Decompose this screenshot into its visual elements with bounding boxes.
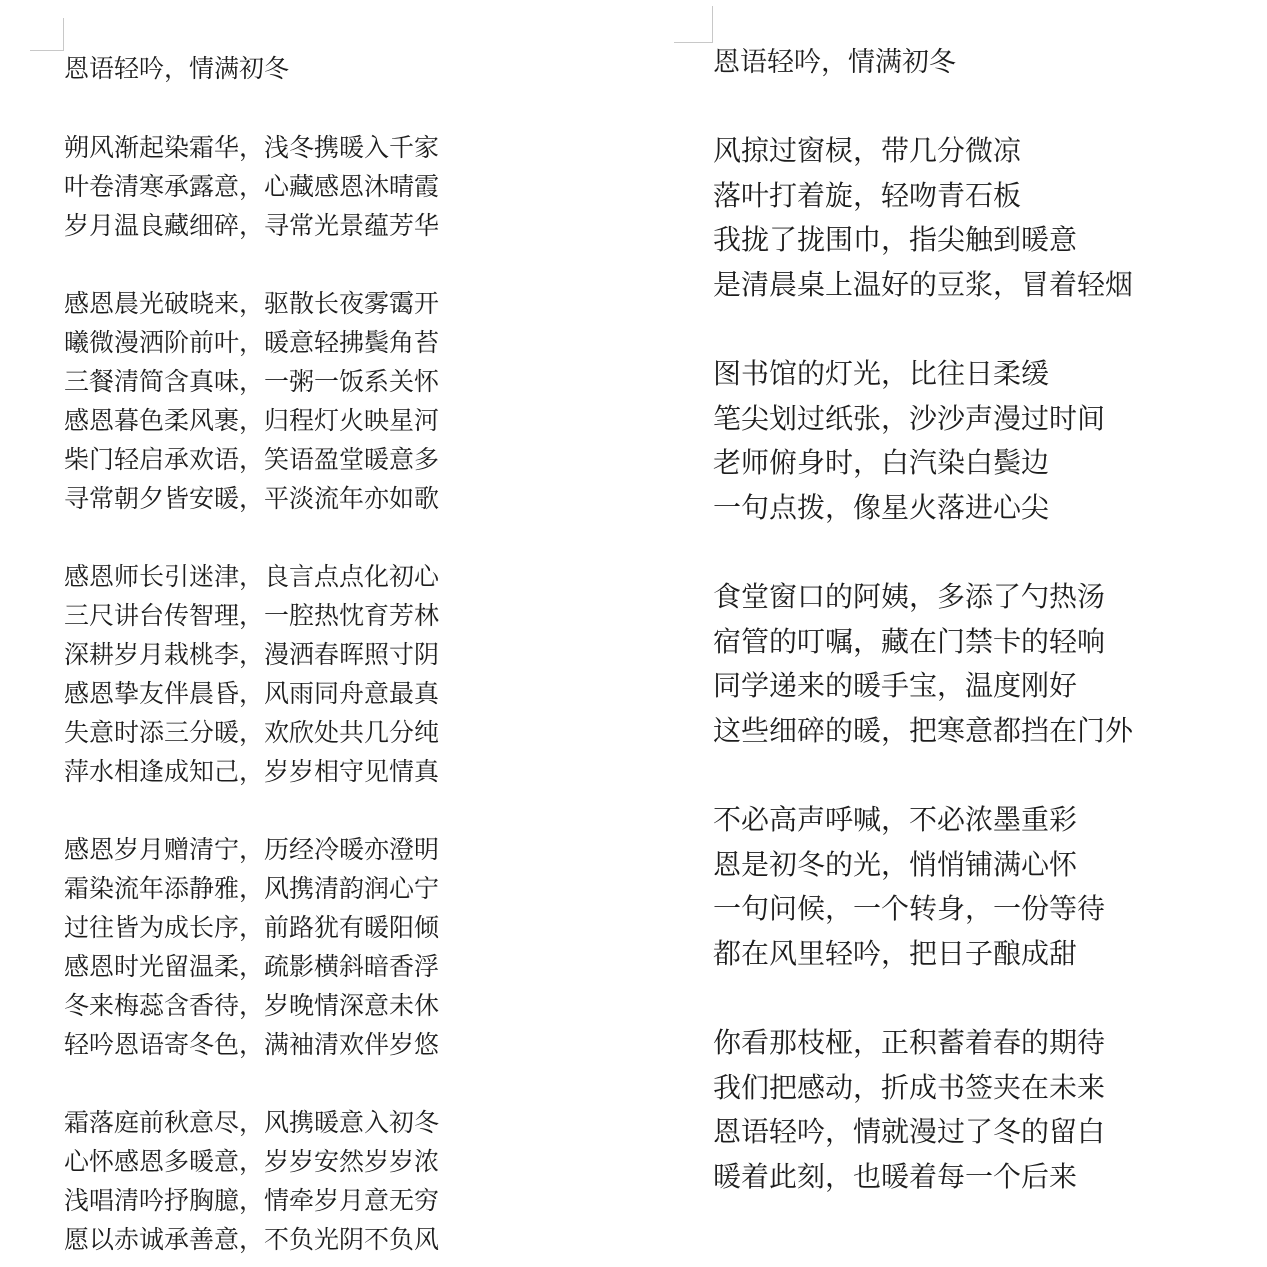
poem-line: 宿管的叮嘱，藏在门禁卡的轻响	[713, 624, 1106, 658]
poem-title: 恩语轻吟，情满初冬	[64, 54, 290, 83]
poem-line: 岁月温良藏细碎，寻常光景蕴芳华	[64, 211, 440, 240]
poem-line: 暖着此刻，也暖着每一个后来	[713, 1159, 1078, 1193]
poem-line: 过往皆为成长序，前路犹有暖阳倾	[64, 913, 440, 942]
poem-line: 浅唱清吟抒胸臆，情牵岁月意无穷	[64, 1186, 440, 1215]
poem-line: 叶卷清寒承露意，心藏感恩沐晴霞	[64, 172, 440, 201]
poem-line: 曦微漫洒阶前叶，暖意轻拂鬓角苔	[64, 328, 440, 357]
poem-line: 这些细碎的暖，把寒意都挡在门外	[713, 713, 1134, 747]
poem-line: 风掠过窗棂，带几分微凉	[713, 134, 1022, 167]
poem-line: 老师俯身时，白汽染白鬓边	[713, 446, 1050, 479]
poem-line: 霜落庭前秋意尽，风携暖意入初冬	[64, 1108, 440, 1137]
poem-line: 都在风里轻吟，把日子酿成甜	[713, 936, 1078, 970]
poem-line: 感恩暮色柔风裹，归程灯火映星河	[64, 406, 440, 435]
stanza	[64, 557, 439, 791]
poem-line: 萍水相逢成知己，岁岁相守见情真	[64, 757, 440, 786]
stanza	[64, 1103, 439, 1259]
poem-line: 霜染流年添静雅，风携清韵润心宁	[64, 874, 440, 903]
poem-line: 三尺讲台传智理，一腔热忱育芳林	[64, 601, 440, 630]
poem-line: 我们把感动，折成书签夹在未来	[713, 1070, 1106, 1104]
poem-line: 食堂窗口的阿姨，多添了勺热汤	[713, 580, 1106, 613]
poem-line: 同学递来的暖手宝，温度刚好	[713, 669, 1078, 702]
poem-line: 笔尖划过纸张，沙沙声漫过时间	[713, 401, 1106, 435]
poem-line: 是清晨桌上温好的豆浆，冒着轻烟	[713, 267, 1134, 301]
poem-line: 失意时添三分暖，欢欣处共几分纯	[64, 718, 440, 747]
stanza	[64, 830, 439, 1064]
poem-line: 一句点拨，像星火落进心尖	[713, 490, 1050, 524]
stanza	[713, 798, 1105, 976]
poem-line: 轻吟恩语寄冬色，满袖清欢伴岁悠	[64, 1030, 440, 1059]
stanza	[64, 128, 439, 245]
poem-line: 恩语轻吟，情就漫过了冬的留白	[713, 1115, 1106, 1148]
poem-line: 恩是初冬的光，悄悄铺满心怀	[713, 847, 1078, 881]
poem-line: 愿以赤诚承善意，不负光阴不负风	[64, 1225, 440, 1254]
poem-line: 寻常朝夕皆安暖，平淡流年亦如歌	[64, 484, 440, 513]
stanza	[713, 1021, 1105, 1199]
poem-line: 我拢了拢围巾，指尖触到暖意	[713, 223, 1078, 256]
stanza	[713, 129, 1133, 307]
stanza	[713, 575, 1133, 753]
page-corner-mark	[30, 18, 64, 51]
stanza	[713, 352, 1105, 530]
poem-line: 感恩岁月赠清宁，历经冷暖亦澄明	[64, 835, 440, 864]
stanza	[64, 284, 439, 518]
poem-line: 朔风渐起染霜华，浅冬携暖入千家	[64, 133, 440, 162]
poem-line: 心怀感恩多暖意，岁岁安然岁岁浓	[64, 1147, 440, 1176]
poem-line: 冬来梅蕊含香待，岁晚情深意未休	[64, 991, 440, 1020]
poem-line: 图书馆的灯光，比往日柔缓	[713, 357, 1050, 390]
poem-line: 感恩挚友伴晨昏，风雨同舟意最真	[64, 679, 440, 708]
poem-line: 深耕岁月栽桃李，漫洒春晖照寸阴	[64, 640, 440, 669]
right-poem-page	[640, 0, 1267, 1267]
poem-title: 恩语轻吟，情满初冬	[713, 47, 956, 78]
poem-line: 感恩师长引迷津，良言点点化初心	[64, 562, 440, 591]
poem-line: 柴门轻启承欢语，笑语盈堂暖意多	[64, 445, 440, 474]
poem-line: 感恩晨光破晓来，驱散长夜雾霭开	[64, 289, 440, 318]
poem-line: 一句问候，一个转身，一份等待	[713, 892, 1106, 925]
poem-line: 你看那枝桠，正积蓄着春的期待	[713, 1026, 1106, 1059]
poem-line: 感恩时光留温柔，疏影横斜暗香浮	[64, 952, 440, 981]
poem-line: 三餐清简含真味，一粥一饭系关怀	[64, 367, 440, 396]
poem-line: 落叶打着旋，轻吻青石板	[713, 178, 1022, 212]
poem-line: 不必高声呼喊，不必浓墨重彩	[713, 803, 1078, 836]
page-corner-mark	[674, 6, 713, 43]
